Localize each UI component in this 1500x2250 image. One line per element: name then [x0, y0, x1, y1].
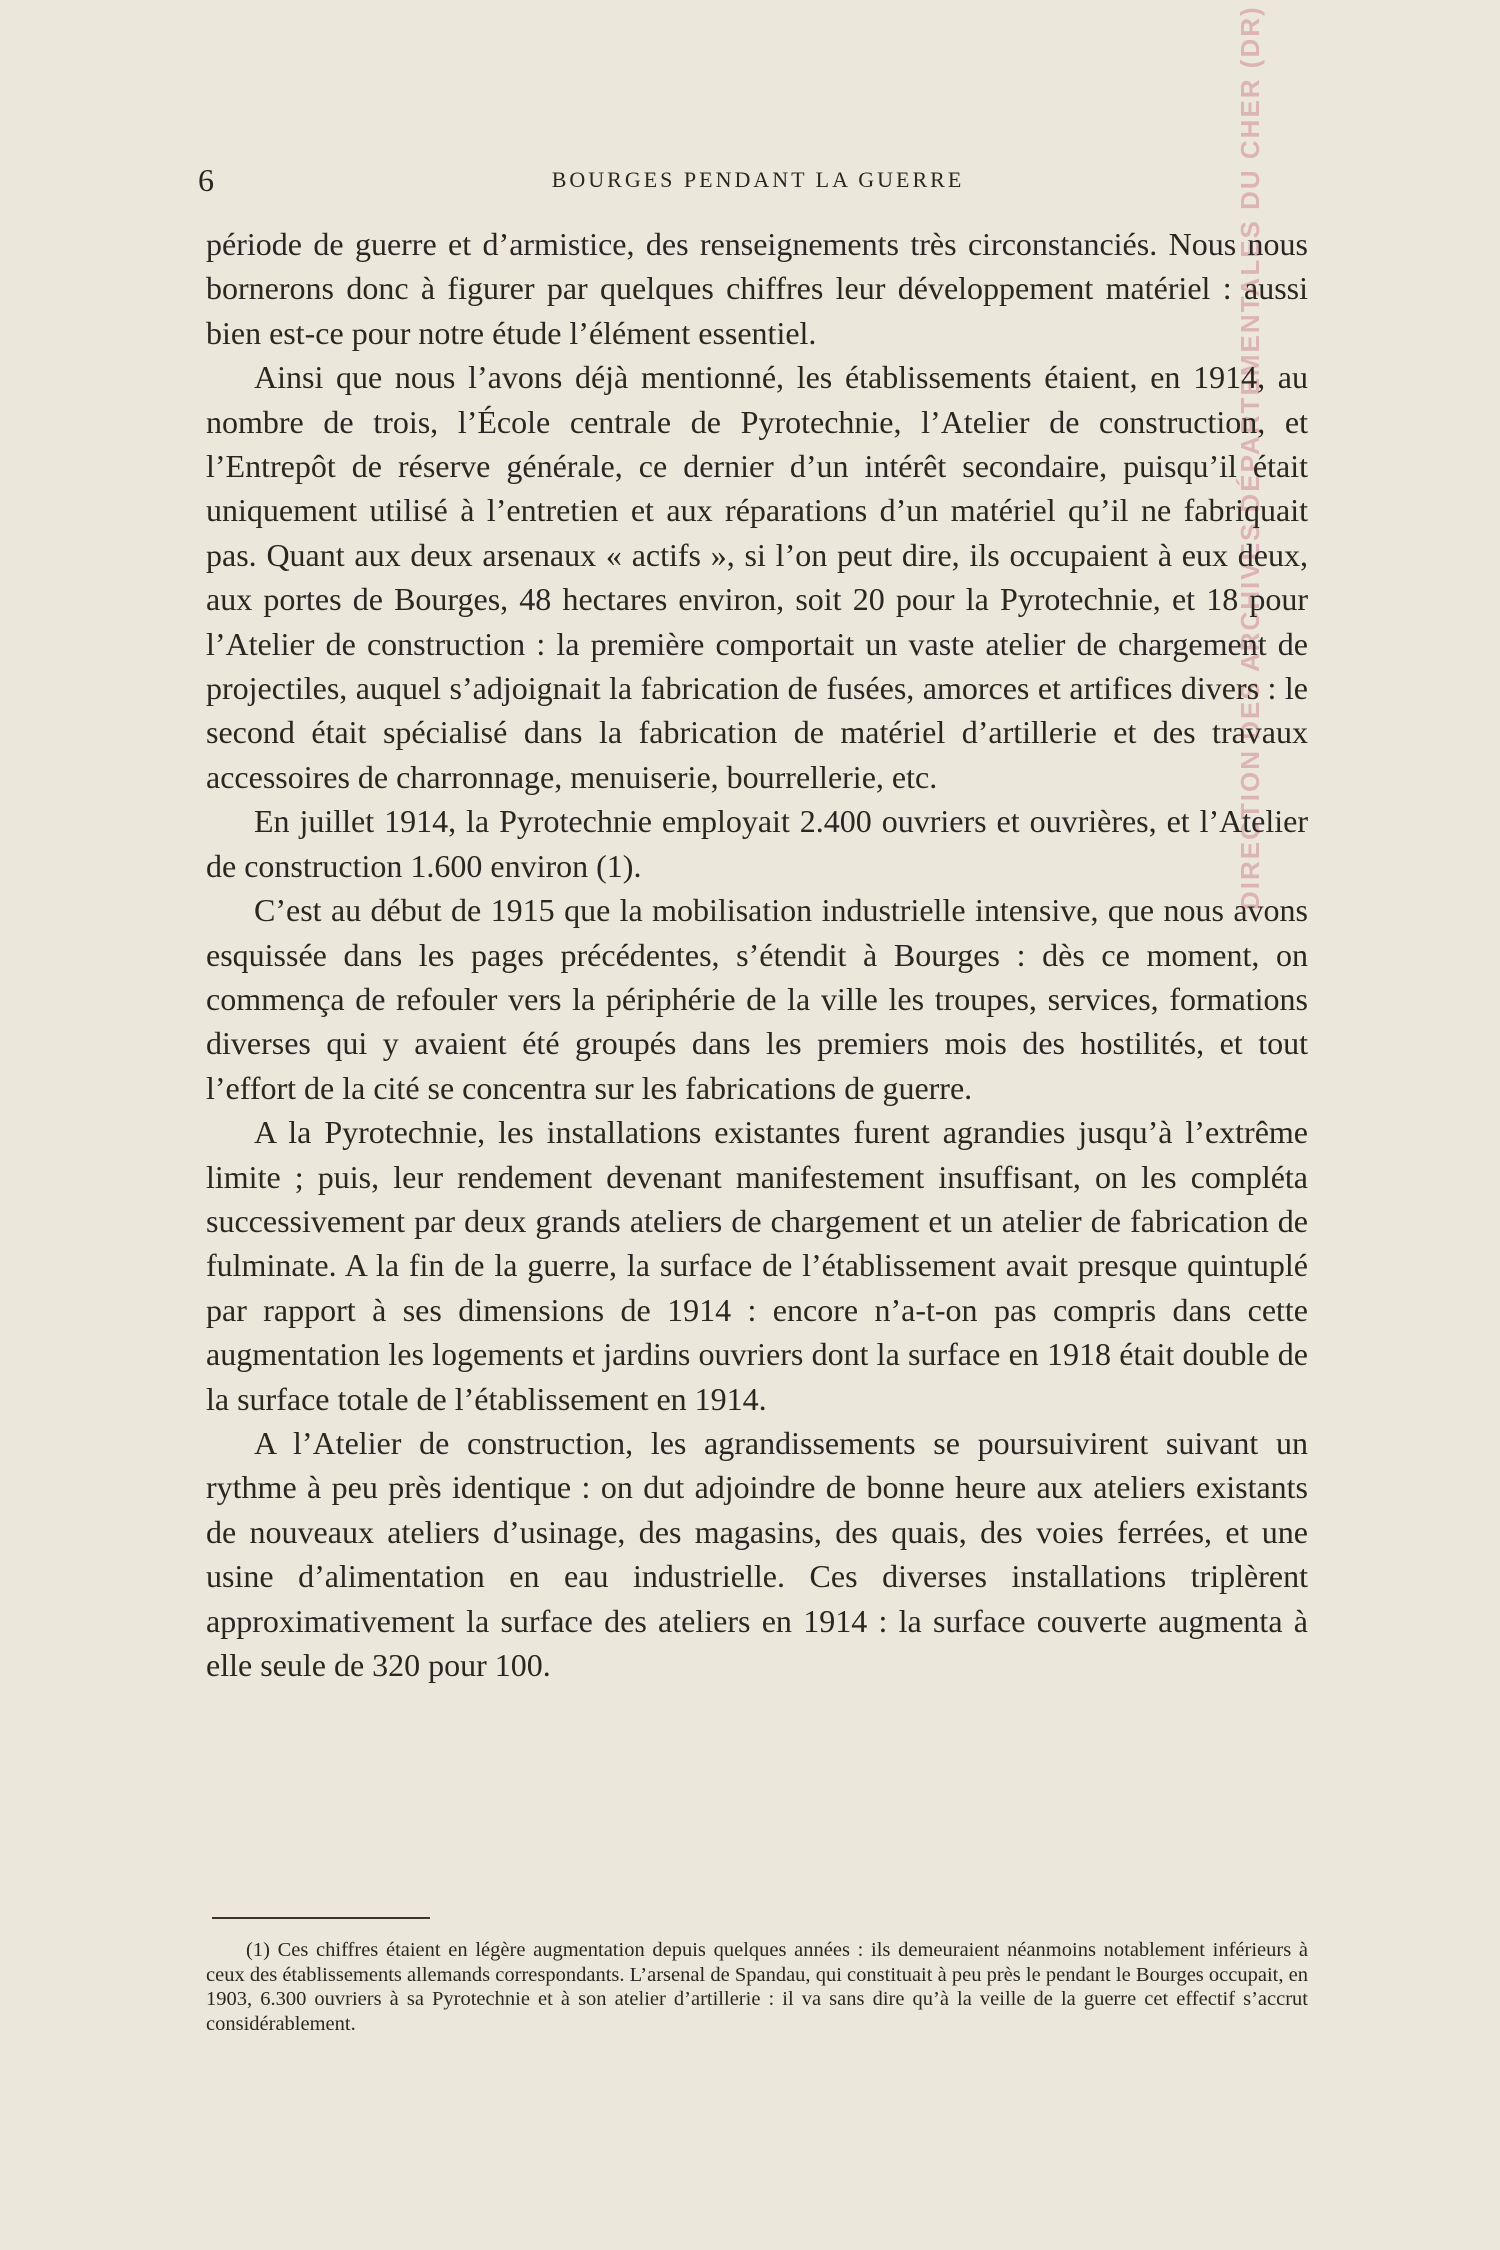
paragraph-1: période de guerre et d’armistice, des renseignements très circonstanciés. Nous nous bornerons donc à figurer par quelques chiffres leur développement matériel : aussi bien est-ce pour notre étude l’élément essentiel.	[206, 226, 1308, 351]
page-number: 6	[198, 162, 214, 198]
footnote: (1) Ces chiffres étaient en légère augmentation depuis quelques années : ils demeuraient néanmoins notablement inférieurs à ceux des établissements allemands correspondants. L’arsenal de Spandau, qui constituait à peu près le pendant le Bourges occupait, en 1903, 6.300 ouvriers à sa Pyrotechnie et à son atelier d’artillerie : il va sans dire qu’à la veille de la guerre cet effectif s’accrut considérablement.	[206, 1939, 1308, 2035]
paragraph-4: C’est au début de 1915 que la mobilisation industrielle intensive, que nous avons esquissée dans les pages précédentes, s’étendit à Bourges : dès ce moment, on commença de refouler vers la périphérie de la ville les troupes, services, formations diverses qui y avaient été groupés dans les premiers mois des hostilités, et tout l’effort de la cité se concentra sur les fabrications de guerre.	[206, 892, 1308, 1106]
paragraph-5: A la Pyrotechnie, les installations existantes furent agrandies jusqu’à l’extrême limite ; puis, leur rendement devenant manifestement insuffisant, on les compléta successivement par deux grands ateliers de chargement et un atelier de fabrication de fulminate. A la fin de la guerre, la surface de l’établissement avait presque quintuplé par rapport à ses dimensions de 1914 : encore n’a-t-on pas compris dans cette augmentation les logements et jardins ouvriers dont la surface en 1918 était double de la surface totale de l’établissement en 1914.	[206, 1114, 1308, 1417]
archive-stamp-text: DIRECTION DES ARCHIVES DÉPARTEMENTALES DU CHER (DR)	[1235, 5, 1265, 910]
paragraph-3: En juillet 1914, la Pyrotechnie employait 2.400 ouvriers et ouvrières, et l’Atelier de construction 1.600 environ (1).	[206, 803, 1308, 884]
page-header	[198, 158, 1318, 202]
paragraph-6: A l’Atelier de construction, les agrandissements se poursuivirent suivant un rythme à peu près identique : on dut adjoindre de bonne heure aux ateliers existants de nouveaux ateliers d’usinage, des magasins, des quais, des voies ferrées, et une usine d’alimentation en eau industrielle. Ces diverses installations triplèrent approximativement la surface des ateliers en 1914 : la surface couverte augmenta à elle seule de 320 pour 100.	[206, 1424, 1308, 1683]
footnote-divider	[212, 1917, 430, 1919]
running-title: BOURGES PENDANT LA GUERRE	[551, 167, 965, 192]
paragraph-2: Ainsi que nous l’avons déjà mentionné, les établissements étaient, en 1914, au nombre de trois, l’École centrale de Pyrotechnie, l’Atelier de construction, et l’Entrepôt de réserve générale, ce dernier d’un intérêt secondaire, puisqu’il était uniquement utilisé à l’entretien et aux réparations d’un matériel qu’il ne fabriquait pas. Quant aux deux arsenaux « actifs », si l’on peut dire, ils occupaient à eux deux, aux portes de Bourges, 48 hectares environ, soit 20 pour la Pyrotechnie, et 18 pour l’Atelier de construction : la première comportait un vaste atelier de chargement de projectiles, auquel s’adjoignait la fabrication de fusées, amorces et artifices divers : le second était spécialisé dans la fabrication de matériel d’artillerie et des travaux accessoires de charronnage, menuiserie, bourrellerie, etc.	[206, 359, 1308, 795]
body-text	[206, 222, 1308, 1687]
